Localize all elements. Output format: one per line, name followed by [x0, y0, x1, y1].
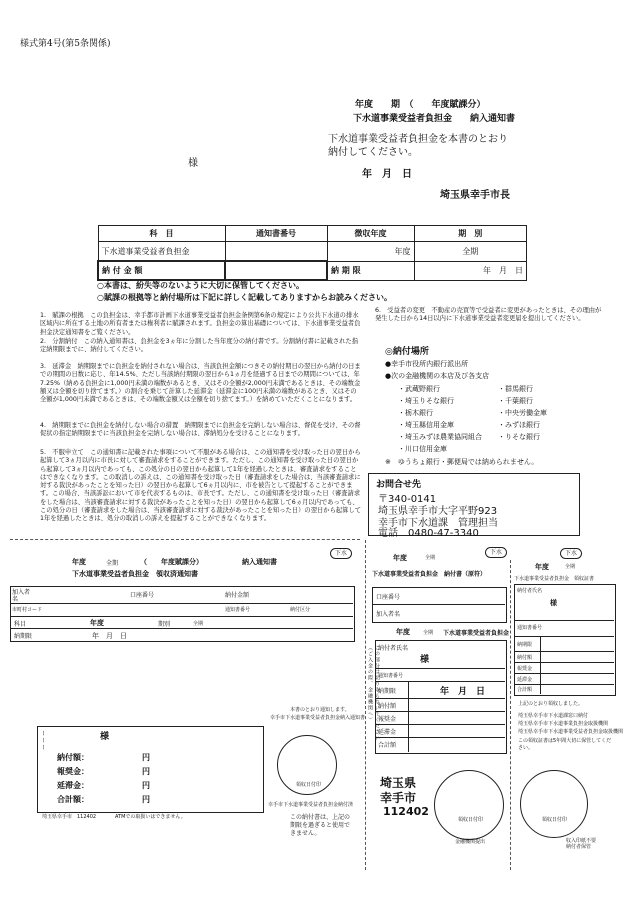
honorific: 様 — [188, 158, 198, 169]
yucho-note: ※ ゆうちょ銀行・郵便局では納められません。 — [385, 458, 539, 466]
bank-item: ・埼玉りそな銀行 — [398, 397, 454, 405]
stub3-name-label: 納付者氏名 — [517, 588, 543, 594]
stub2-title: 下水道事業受益者負担金 納付書（原符） — [372, 571, 487, 578]
stub3-received: 上記のとおり領収しました。 — [518, 701, 584, 707]
perforation-line — [365, 540, 366, 870]
stub1-pay-amount: 納付額： — [57, 753, 89, 762]
item-2: 2. 分割納付 この納入通知書は、負担金を3ヵ年に分割した当年度分の納付書です。分割納付書に記載された指定納期限までに、納付してください。 — [40, 338, 359, 354]
item-3: 3. 延滞金 納期限までに負担金を納付されない場合は、当該負担金額につきその納付期日の翌日から納付の日までの期間の日数に応じ、年14.5%、ただし当該納付期限の翌日から1ヵ月を経過する日までの期間については、年7.25%（納める負担金に1,000円未満の端数があるとき、又はその全額が2,000円未満であるときは、その端数金額又は全額を切り捨てます。）の割合を乗じて計算した延滞金（延滞金に100円未満の端数があるとき、又はその全額が1,000円未満であるときは、その端数金額又は全額を切り捨てます。）を納めていただくことになります。 — [40, 363, 361, 404]
stub1-fee: 報奨金： — [57, 767, 89, 776]
stub1-deadline-label: 納期限 — [14, 633, 33, 640]
stub1-atm: ATMでの取扱いはできません。 — [115, 814, 186, 820]
stub3-sama: 様 — [550, 599, 557, 607]
bank-item: ・みずほ銀行 — [498, 421, 540, 429]
notice-title: 下水道事業受益者負担金 納入通知書 — [353, 114, 516, 124]
divider — [10, 628, 353, 629]
stub1-code-label: 口座番号 — [130, 592, 155, 599]
bank-item: ・栃木銀行 — [398, 409, 433, 417]
stub3-note-2: 埼玉県幸手市下水道事業負担金取扱機関 — [518, 721, 609, 727]
stub1-yen: 円 — [142, 753, 150, 762]
stub3-fee-label: 報奨金 — [517, 666, 533, 672]
bank-item: ・群馬銀行 — [498, 385, 533, 393]
note-2: ○賦課の根拠等と納付場所は下記に詳しく記載してありますからお読みください。 — [97, 293, 392, 302]
stub3-stamp-date: 領収日付印 — [542, 817, 568, 823]
stub1-subject-label: 科目 — [14, 621, 27, 628]
perforation-line — [10, 539, 360, 540]
header-subject: 科 目 — [98, 226, 225, 242]
item-1: 1. 賦課の根拠 この負担金は、幸手都市計画下水道事業受益者負担金条例第6条の規定により公共下水道の排水区域内に所在する土地の所有者または権利者に賦課されます。負担金の算出基礎については、下水道事業受益者負担金決定通知書をご覧ください。 — [40, 312, 361, 336]
divider — [372, 604, 505, 605]
stub1-all-term: 全期 — [193, 621, 204, 627]
stub3-note-3: 埼玉県幸手市下水道事業受益者負担金取扱機関 — [518, 729, 624, 735]
stub1-title2: 下水道事業受益者負担金 領収済通知書 — [72, 570, 198, 578]
issue-date: 年 月 日 — [362, 169, 412, 180]
divider — [514, 662, 614, 663]
stub2-title2: 下水道事業受益者負担金 — [443, 630, 510, 637]
stub2-payer-label: 加入者名 — [376, 611, 401, 618]
stub2-city-1: 埼玉県 — [380, 776, 417, 790]
stub3-year: 年度 — [535, 563, 549, 571]
stub2-code-no: 112402 — [383, 805, 429, 818]
stub1-warn-2: 期限を過ぎると使用で — [290, 822, 351, 829]
period-line: 年度 期 （ 年度賦課分） — [355, 100, 486, 110]
item-6: 6. 受益者の変更 不動産の売買等で受益者に変更があったときは、その理由が発生した日から14日以内に下水道事業受益者変更届を提出してください。 — [375, 307, 602, 323]
stub2-side-note: この部分は切り取らないでください（ご入金の際、金融機関へ） — [367, 645, 380, 741]
stub3-amount-label: 納付額 — [517, 655, 533, 661]
notice-line-2: 納付してください。 — [328, 147, 418, 158]
stub1-year2: 年度 — [90, 619, 104, 627]
city-office: ●幸手市役所内銀行派出所 — [385, 360, 469, 368]
stub3-all: 全期 — [565, 564, 576, 570]
contact-postal: 〒340-0141 — [378, 494, 437, 505]
perforation-line — [510, 560, 511, 870]
deadline-value: 年 月 日 — [414, 261, 527, 280]
contact-dept: 幸手市下水道課 管理担当 — [378, 518, 498, 529]
stub1-yen: 円 — [142, 781, 150, 790]
stub1-yen: 円 — [142, 767, 150, 776]
divider — [540, 636, 541, 694]
header-year: 徴収年度 — [327, 226, 414, 242]
stub2-total-label: 合計額 — [378, 742, 397, 749]
bank-item: ・埼玉縣信用金庫 — [398, 421, 454, 429]
bank-item: ・川口信用金庫 — [398, 445, 447, 453]
stub1-yen: 円 — [142, 795, 150, 804]
stub2-city-2: 幸手市 — [380, 791, 417, 805]
stub2-late-label: 延滞金 — [378, 729, 397, 736]
banks-title: ●次の金融機関の本店及び各支店 — [385, 372, 490, 380]
stub2-date-stamp — [434, 770, 504, 840]
stub1-title1: 納入通知書 — [242, 558, 277, 566]
stub1-stamp-date: 領収日付印 — [296, 782, 322, 788]
stub3-note-1: 埼玉県幸手市下水道課窓口納付 — [518, 713, 589, 719]
stub1-late: 延滞金： — [57, 781, 89, 790]
stub1-side-label: ーーー — [39, 730, 46, 751]
bank-item: ・埼玉みずほ農業協同組合 — [398, 433, 482, 441]
stub2-year: 年度 — [393, 554, 407, 562]
stub2-badge: 下水 — [485, 547, 507, 558]
stub3-badge: 下水 — [560, 548, 582, 559]
divider — [375, 698, 505, 699]
bank-item: ・武蔵野銀行 — [398, 385, 440, 393]
stub1-all: 全期 — [106, 560, 119, 567]
divider — [10, 616, 353, 617]
divider — [514, 673, 614, 674]
stub1-total: 合計額： — [57, 795, 89, 804]
divider — [375, 737, 505, 738]
divider — [375, 681, 505, 682]
stub1-sama: 様 — [100, 732, 110, 742]
stub1-top-box — [10, 586, 355, 642]
stub1-year: 年度 — [72, 558, 86, 566]
stub3-total-label: 合計額 — [517, 687, 533, 693]
stub3-title: 下水道事業受益者負担金 領収証書 — [514, 576, 595, 582]
stub2-year2: 年度 — [396, 628, 410, 636]
divider — [375, 711, 505, 712]
stub3-date-stamp — [520, 770, 588, 838]
stub2-all: 全期 — [425, 555, 436, 561]
divider — [514, 684, 614, 685]
stub1-stamp-note-1: 本書のとおり通知します。 — [290, 707, 350, 713]
stub2-deadline-value: 年 月 日 — [440, 687, 486, 697]
stub2-all2: 全期 — [423, 630, 434, 636]
cell-notice-no — [225, 242, 327, 262]
stub2-deadline-label: 納期限 — [378, 688, 397, 695]
stub1-deadline-value: 年 月 日 — [92, 632, 127, 640]
header-term: 期 別 — [414, 226, 527, 242]
stub3-notice-label: 通知書番号 — [517, 625, 543, 631]
divider — [375, 724, 505, 725]
stub2-fee-label: 報奨金 — [378, 716, 397, 723]
deadline-label: 納 期 限 — [327, 261, 414, 280]
issuer: 埼玉県幸手市長 — [440, 190, 510, 201]
bank-item: ・千葉銀行 — [498, 397, 533, 405]
divider — [408, 681, 409, 752]
divider — [514, 651, 614, 652]
cell-subject: 下水道事業受益者負担金 — [98, 242, 225, 262]
stub3-keep: 収入印紙不要 納付者保管 — [566, 838, 597, 850]
cell-term: 全期 — [414, 242, 527, 262]
item-5: 5. 不服申立て この通知書に記載された事項について不服がある場合は、この通知書を受け取った日の翌日から起算して3ヵ月以内に市長に対して審査請求をすることができます。ただし、この通知書を受け取った日の翌日から起算して3ヵ月以内であっても、この処分の日の翌日から起算して1年を経過したときは、審査請求をすることはできなくなります。この取消しの訴えは、この通知書を受け取った日（審査請求をした場合は、当該審査請求に対する裁決があったことを知った日）の翌日から起算して6ヵ月以内に、市を被告として提起することができます。この場合、当該訴訟において市を代表するものは、市長です。ただし、この通知書を受け取った日（審査請求をした場合は、当該審査請求に対する裁決があったことを知った日）の翌日から起算して6ヵ月以内であっても、この処分の日（審査請求をした場合は、当該審査請求に対する裁決があったことを知った日）の翌日から起算して1年を経過したときは、処分の取消しの訴えを提起することができなくなります。 — [40, 449, 362, 523]
notice-line-1: 下水道事業受益者負担金を本書のとおり — [328, 134, 508, 145]
cell-year: 年度 — [327, 242, 414, 262]
stub1-warn-1: この納付書は、上記の — [290, 814, 351, 821]
divider — [514, 620, 614, 621]
stub1-foot: 埼玉県幸手市 112402 — [42, 814, 97, 820]
stub1-notice-label: 通知書番号 — [225, 607, 251, 613]
stub1-period-label: 期別 — [158, 621, 171, 628]
stub2-notice-label: 通知書番号 — [378, 673, 404, 679]
stub2-code-label: 口座番号 — [376, 594, 401, 601]
divider — [514, 636, 614, 637]
amount-label: 納 付 金 額 — [98, 261, 225, 280]
stub1-ref-label: 市町村コード — [12, 607, 43, 613]
stub1-amount-label: 納付金額 — [225, 592, 250, 599]
stub2-stamp-date: 領収日付印 — [458, 817, 484, 823]
stub1-warn-3: きません。 — [290, 830, 321, 837]
note-1: ○本書は、紛失等のないように大切に保管してください。 — [97, 281, 304, 290]
item-4: 4. 納期限までに負担金を納付しない場合の措置 納期限までに負担金を完納しない場合は、督促を受け、その督促状の指定納期限までに当該負担金を完納しない場合は、滞納処分を受けることになります。 — [40, 422, 361, 438]
stub3-deadline-label: 納期限 — [517, 642, 533, 648]
stub3-late-label: 延滞金 — [517, 677, 533, 683]
stub1-badge: 下水 — [330, 548, 352, 559]
amount-value — [225, 261, 327, 280]
stub2-bank: 金融機関提出 — [455, 839, 486, 845]
divider — [10, 603, 353, 604]
divider — [375, 668, 505, 669]
stub3-note-4: この領収証書は5年間大切に保管してください。 — [518, 738, 612, 751]
payment-places-title: ◎納付場所 — [385, 347, 429, 357]
stub2-name-label: 納付者氏名 — [378, 645, 409, 652]
contact-title: お問合せ先 — [376, 480, 422, 490]
bank-item: ・中央労働金庫 — [498, 409, 547, 417]
stub1-kanja: 幸手市下水道事業受益者負担金納付済 — [268, 802, 354, 808]
contact-tel: 電話 0480-47-3340 — [378, 528, 479, 539]
form-number: 様式第4号(第5条関係) — [20, 39, 111, 49]
bank-item: ・りそな銀行 — [498, 433, 540, 441]
stub1-payer-label: 加入者名 — [12, 589, 31, 603]
stub1-fy: （ 年度賦課分） — [140, 558, 203, 566]
stub1-kind-label: 納付区分 — [290, 607, 311, 613]
stub1-stamp-note-2: 幸手市下水道事業受益者負担金納入通知書 — [270, 715, 366, 721]
contact-address: 埼玉県幸手市大字平野923 — [378, 506, 498, 517]
stub2-amount-label: 納付額 — [378, 703, 397, 710]
header-notice-no: 通知書番号 — [225, 226, 327, 242]
main-table — [97, 225, 527, 281]
stub2-sama: 様 — [420, 655, 430, 665]
